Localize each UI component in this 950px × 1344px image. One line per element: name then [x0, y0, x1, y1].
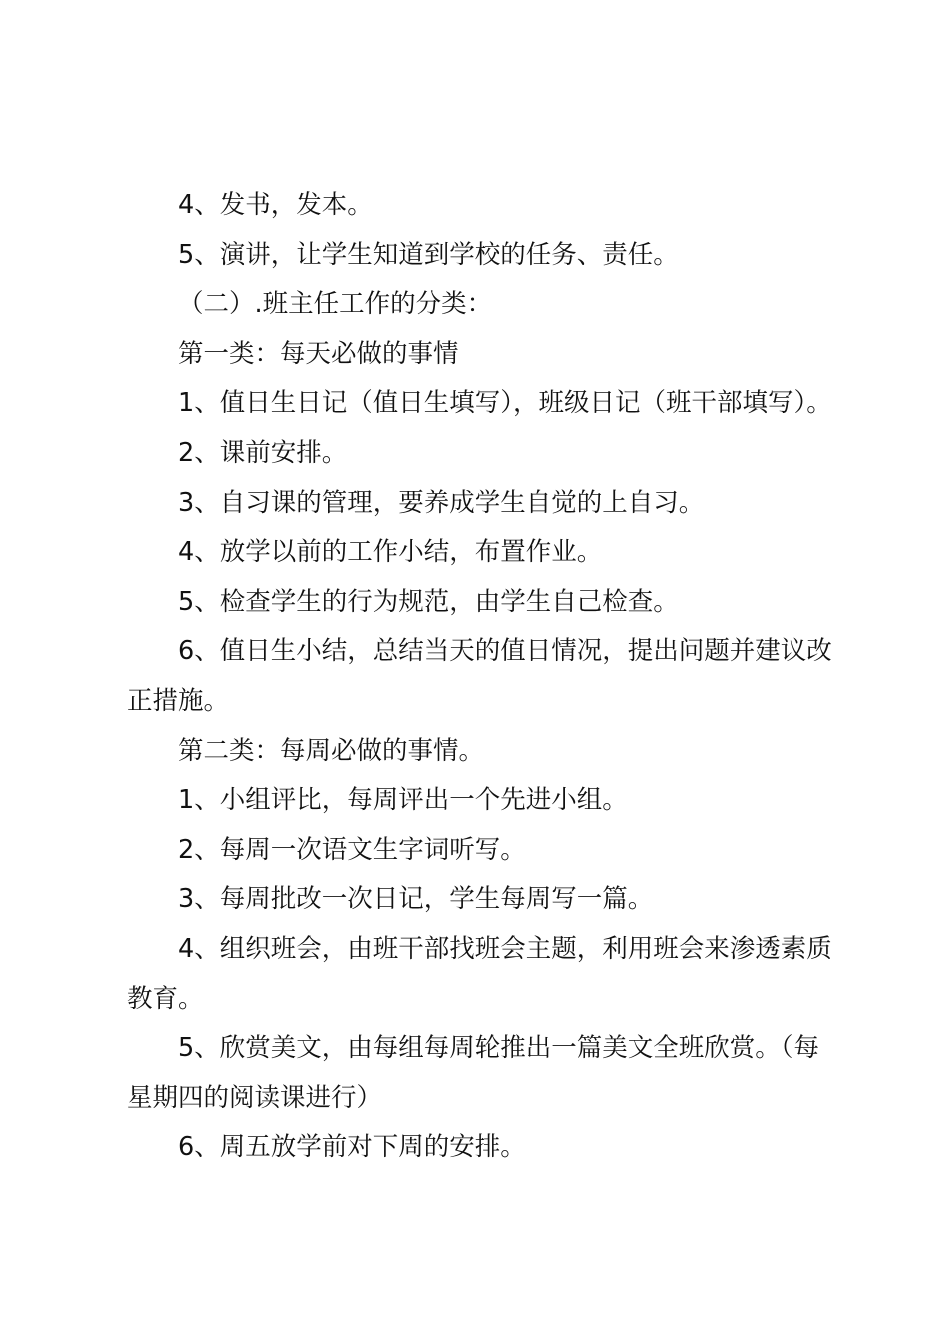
daily-item-1: 1、值日生日记（值日生填写），班级日记（班干部填写）。 — [178, 388, 832, 419]
weekly-item-4: 4、组织班会，由班干部找班会主题，利用班会来渗透素质教育。 — [127, 933, 832, 1014]
daily-item-2: 2、课前安排。 — [178, 437, 348, 468]
daily-item-4: 4、放学以前的工作小结，布置作业。 — [178, 537, 603, 568]
daily-item-5: 5、检查学生的行为规范，由学生自己检查。 — [178, 586, 679, 617]
weekly-item-1: 1、小组评比，每周评出一个先进小组。 — [178, 785, 628, 816]
category-heading-weekly: 第二类：每周必做的事情。 — [178, 735, 485, 766]
section-heading-classification: （二）.班主任工作的分类： — [178, 289, 493, 320]
document-body — [127, 181, 837, 1173]
daily-item-6: 6、值日生小结，总结当天的值日情况，提出问题并建议改正措施。 — [127, 636, 832, 716]
paragraph-distribute-books: 4、发书，发本。 — [178, 190, 373, 220]
paragraph-speech: 5、演讲，让学生知道到学校的任务、责任。 — [178, 239, 679, 270]
daily-item-3: 3、自习课的管理，要养成学生自觉的上自习。 — [178, 487, 705, 518]
weekly-item-6: 6、周五放学前对下周的安排。 — [178, 1132, 526, 1163]
category-heading-daily: 第一类：每天必做的事情 — [178, 338, 459, 369]
weekly-item-3: 3、每周批改一次日记，学生每周写一篇。 — [178, 884, 654, 915]
weekly-item-5: 5、欣赏美文，由每组每周轮推出一篇美文全班欣赏。（每星期四的阅读课进行） — [127, 1033, 819, 1113]
weekly-item-2: 2、每周一次语文生字词听写。 — [178, 834, 526, 865]
